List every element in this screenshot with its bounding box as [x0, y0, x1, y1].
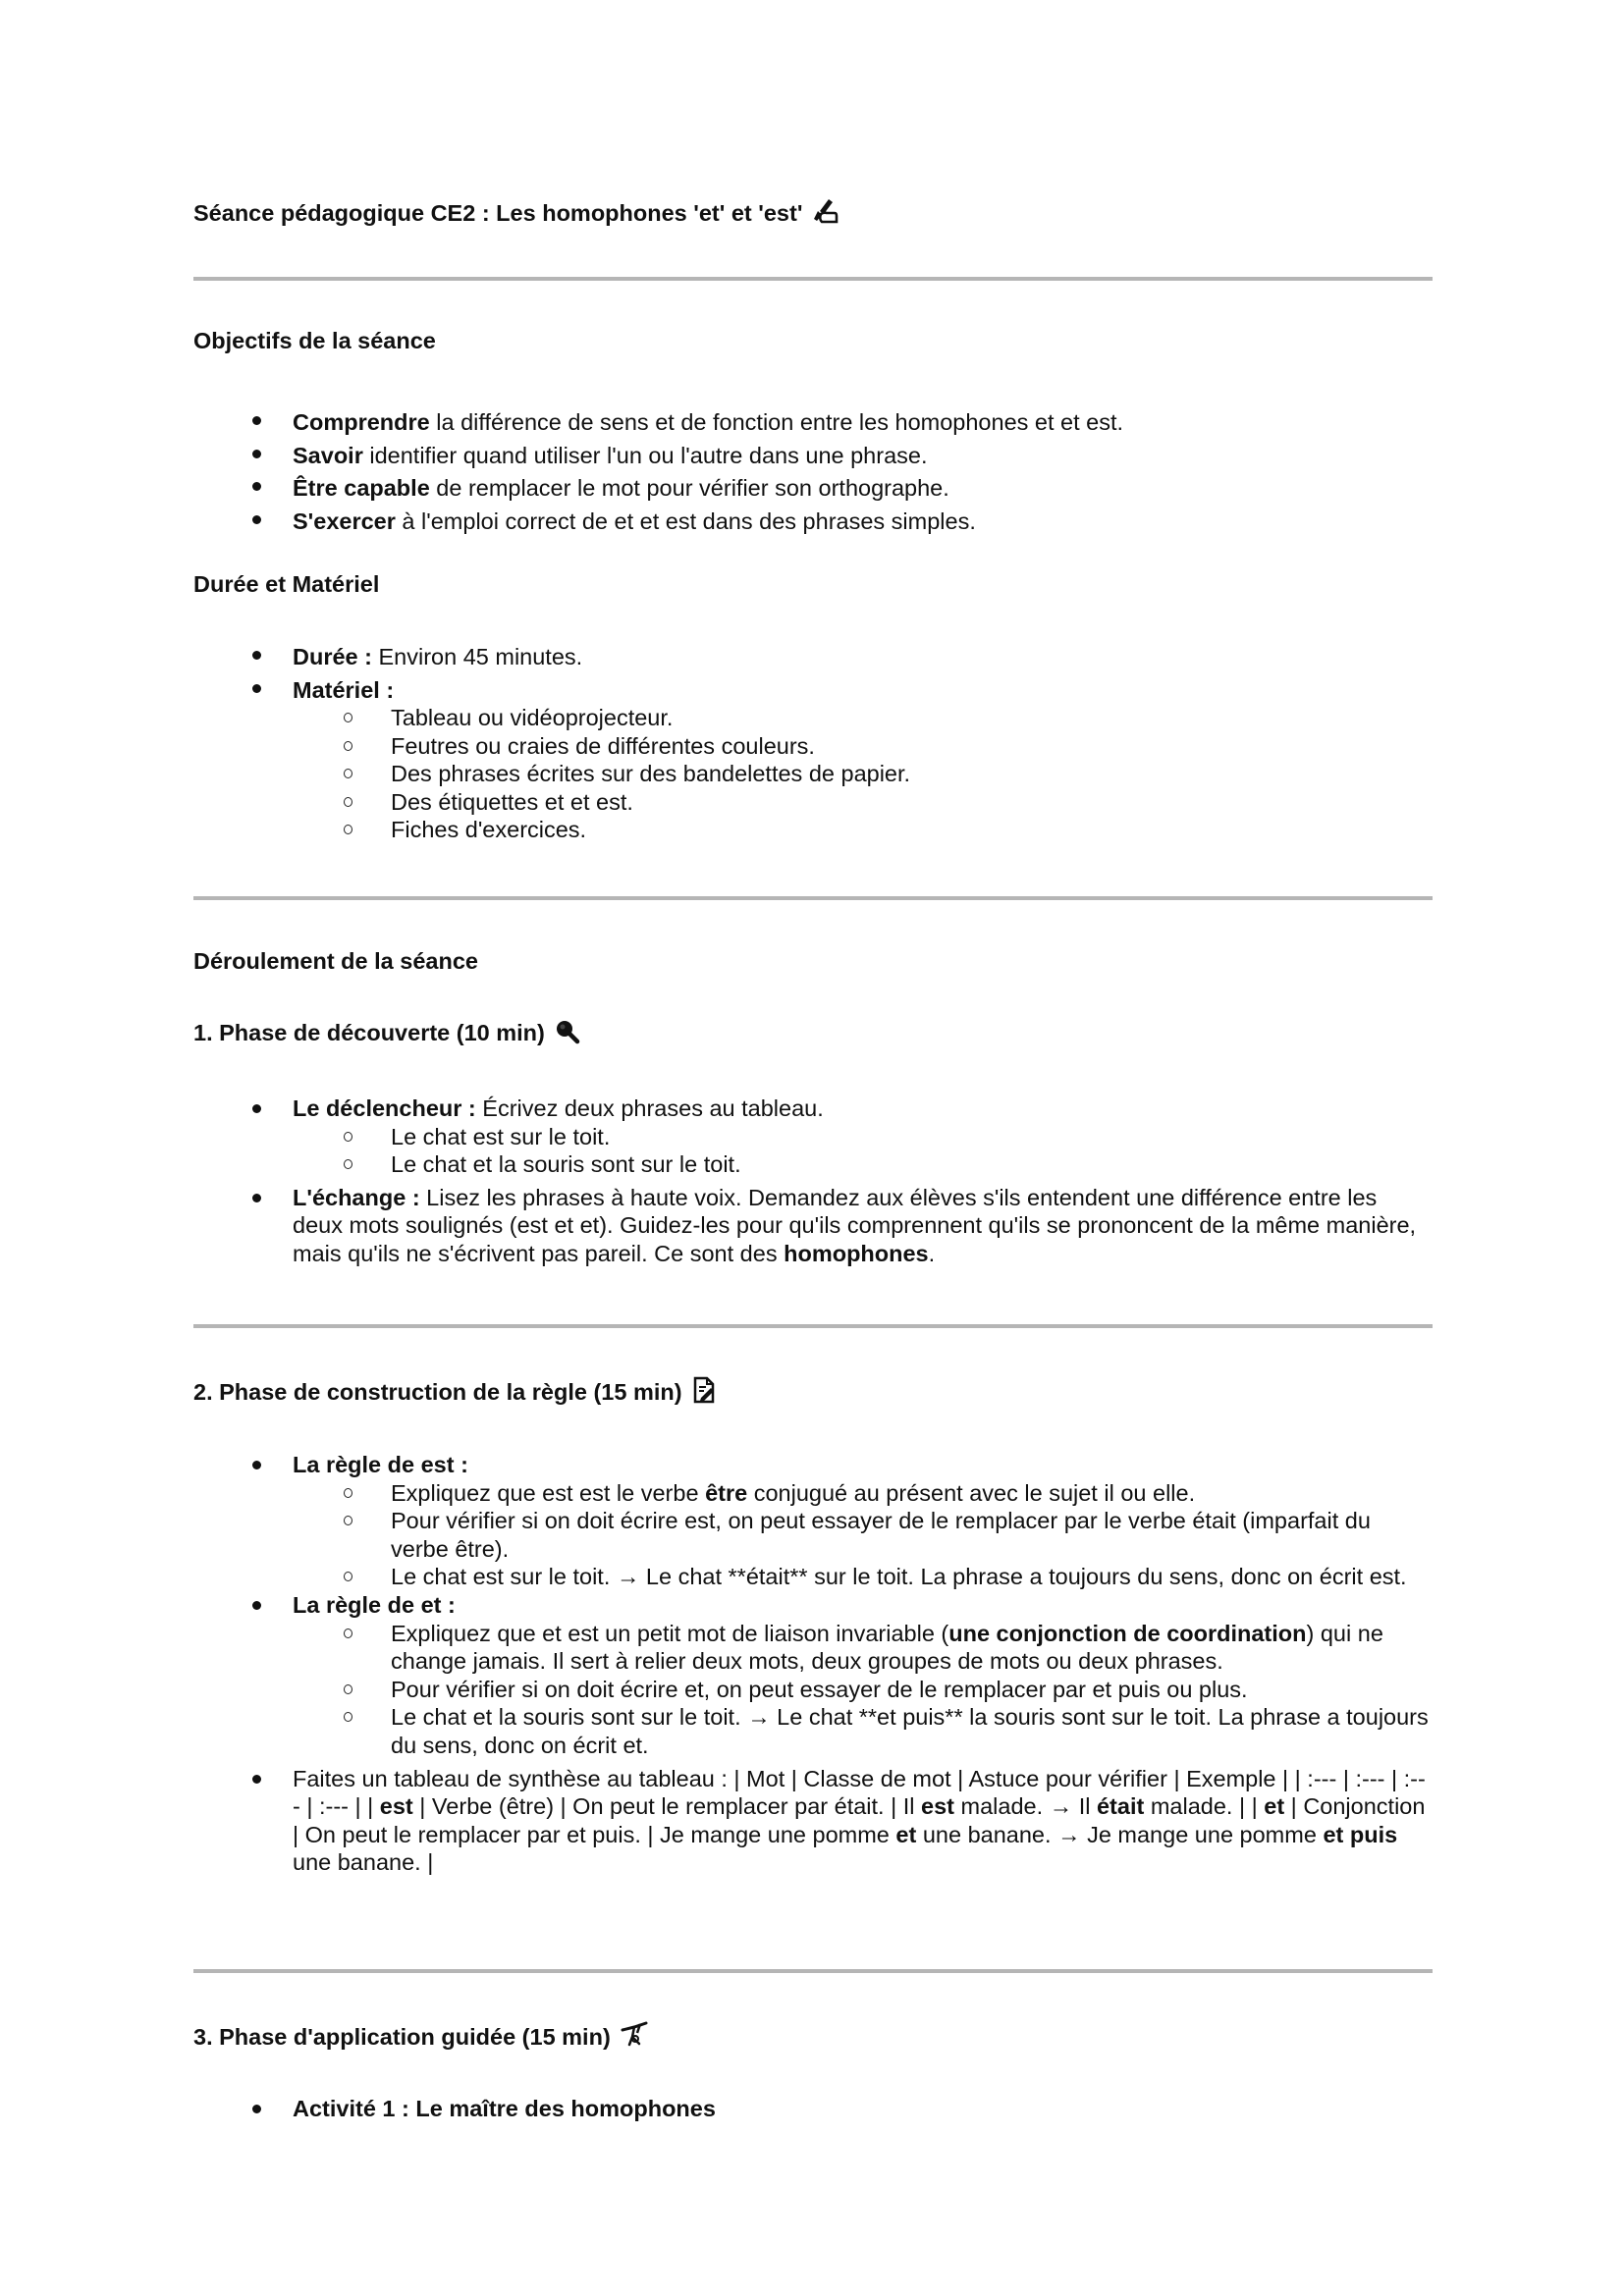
sublist-item	[293, 1620, 1433, 1676]
duree-list	[193, 641, 1433, 844]
divider	[193, 896, 1433, 900]
item-text: ) qui ne change jamais. Il sert à relier deux mots, deux groupes de mots ou deux phrases.	[391, 1620, 1383, 1675]
list-item-declencheur	[193, 1095, 1433, 1179]
item-text: à l'emploi correct de et et est dans des phrases simples.	[395, 507, 976, 534]
sublist-item: Des étiquettes et et est.	[293, 788, 1433, 817]
sublist-item: Des phrases écrites sur des bandelettes de papier.	[293, 760, 1433, 788]
divider	[193, 1969, 1433, 1973]
item-text: malade. → Il	[954, 1793, 1097, 1820]
objectifs-list	[193, 406, 1433, 538]
cartwheel-person-icon	[621, 2021, 650, 2055]
section-heading-objectifs: Objectifs de la séance	[193, 328, 436, 353]
list-item	[193, 406, 1433, 440]
phase3-list	[193, 2095, 1433, 2123]
phrases-sublist	[293, 1123, 1433, 1179]
list-item-synthese	[193, 1765, 1433, 1877]
item-bold: La règle de et :	[293, 1591, 456, 1618]
list-item-regle-est	[193, 1451, 1433, 1591]
writing-hand-icon	[812, 197, 839, 231]
sublist-item	[293, 1563, 1433, 1591]
phase2-heading-text: 2. Phase de construction de la règle (15 min)	[193, 1379, 682, 1405]
item-text: identifier quand utiliser l'un ou l'autre dans une phrase.	[362, 442, 928, 468]
phase3-heading-text: 3. Phase d'application guidée (15 min)	[193, 2024, 611, 2050]
item-text: Environ 45 minutes.	[371, 644, 583, 669]
list-item-regle-et	[193, 1591, 1433, 1760]
item-text: la différence de sens et de fonction entre les homophones et et est.	[429, 409, 1124, 435]
item-bold: S'exercer	[293, 507, 396, 534]
item-bold: et	[895, 1821, 917, 1847]
regle-et-sublist	[293, 1620, 1433, 1760]
phase3-heading	[193, 2021, 650, 2055]
item-bold: une conjonction de coordination	[948, 1620, 1307, 1646]
item-text: Lisez les phrases à haute voix. Demandez aux élèves s'ils entendent une différence entre les deux mots soulignés (est et et). Guidez-les pour qu'ils comprennent qu'ils se prononcent de la même manière, mais qu'ils ne s'écrivent pas pareil. Ce sont des	[293, 1184, 1417, 1266]
item-bold: était	[1096, 1793, 1145, 1820]
item-bold: Activité 1 : Le maître des homophones	[293, 2096, 716, 2121]
item-text: Le chat est sur le toit. → Le chat **était** sur le toit. La phrase a toujours du sens, donc on écrit est.	[391, 1564, 1407, 1590]
item-text: Pour vérifier si on doit écrire est, on peut essayer de le remplacer par le verbe était (imparfait du verbe être).	[391, 1508, 1371, 1562]
sublist-item: Fiches d'exercices.	[293, 816, 1433, 844]
phase1-heading-text: 1. Phase de découverte (10 min)	[193, 1020, 545, 1045]
sublist-item	[293, 1676, 1433, 1704]
item-text: | Verbe (être) | On peut le remplacer par était. | Il	[412, 1793, 922, 1820]
title-text: Séance pédagogique CE2 : Les homophones 'et' et 'est'	[193, 200, 803, 226]
divider	[193, 277, 1433, 281]
item-text: conjugué au présent avec le sujet il ou elle.	[747, 1479, 1196, 1506]
item-text: Expliquez que est est le verbe	[391, 1479, 706, 1506]
magnifier-icon	[555, 1019, 580, 1050]
sublist-item	[293, 1479, 1433, 1508]
item-text: | Conjonction | On peut le remplacer par et puis. | Je mange une pomme	[293, 1793, 1426, 1847]
item-text: une banane. → Je mange une pomme	[916, 1821, 1324, 1847]
phase1-list	[193, 1095, 1433, 1268]
item-text: Pour vérifier si on doit écrire et, on peut essayer de le remplacer par et puis ou plus.	[391, 1676, 1248, 1702]
sublist-item: Le chat est sur le toit.	[293, 1123, 1433, 1151]
item-text: Écrivez deux phrases au tableau.	[475, 1095, 824, 1121]
item-bold: Comprendre	[293, 409, 430, 435]
item-bold: L'échange :	[293, 1184, 420, 1210]
item-bold: est	[379, 1793, 413, 1820]
phase2-heading	[193, 1376, 716, 1410]
list-item-activite1	[193, 2095, 1433, 2123]
regle-est-sublist	[293, 1479, 1433, 1591]
item-bold: et	[1264, 1793, 1285, 1820]
list-item	[193, 440, 1433, 473]
item-bold: Savoir	[293, 442, 363, 468]
item-bold: est	[921, 1793, 954, 1820]
item-bold: Le déclencheur :	[293, 1095, 476, 1121]
item-text: une banane. |	[293, 1849, 434, 1876]
document-title	[193, 197, 839, 231]
list-item-duree	[193, 641, 1433, 674]
list-item-materiel	[193, 674, 1433, 844]
memo-pencil-icon	[692, 1376, 716, 1410]
list-item	[193, 472, 1433, 506]
item-text: .	[928, 1240, 936, 1266]
sublist-item: Tableau ou vidéoprojecteur.	[293, 704, 1433, 732]
sublist-item: Le chat et la souris sont sur le toit.	[293, 1150, 1433, 1179]
list-item-echange	[193, 1184, 1433, 1268]
materiel-sublist	[293, 704, 1433, 844]
divider	[193, 1324, 1433, 1328]
item-text: Le chat et la souris sont sur le toit. → Le chat **et puis** la souris sont sur le toit. La phrase a toujours du sens, donc on écrit et.	[391, 1704, 1429, 1758]
item-bold: homophones	[784, 1240, 929, 1266]
item-bold: La règle de est :	[293, 1452, 468, 1477]
section-heading-duree: Durée et Matériel	[193, 571, 380, 597]
phase1-heading	[193, 1019, 580, 1050]
item-bold: Matériel :	[293, 676, 395, 703]
item-text: Faites un tableau de synthèse au tableau : | Mot | Classe de mot | Astuce pour vérifier | Exemple | | :--- | :--- | :--- | :--- | |	[293, 1765, 1426, 1820]
item-text: de remplacer le mot pour vérifier son orthographe.	[429, 475, 949, 501]
sublist-item	[293, 1507, 1433, 1563]
phase2-list	[193, 1451, 1433, 1877]
item-bold: être	[705, 1479, 748, 1506]
sublist-item	[293, 1703, 1433, 1759]
section-heading-deroulement: Déroulement de la séance	[193, 948, 478, 974]
sublist-item: Feutres ou craies de différentes couleurs.	[293, 732, 1433, 761]
item-bold: Durée :	[293, 644, 372, 669]
item-bold: Être capable	[293, 475, 430, 501]
item-text: malade. | |	[1144, 1793, 1265, 1820]
item-bold: et puis	[1323, 1821, 1398, 1847]
list-item	[193, 506, 1433, 539]
item-text: Expliquez que et est un petit mot de liaison invariable (	[391, 1620, 949, 1646]
